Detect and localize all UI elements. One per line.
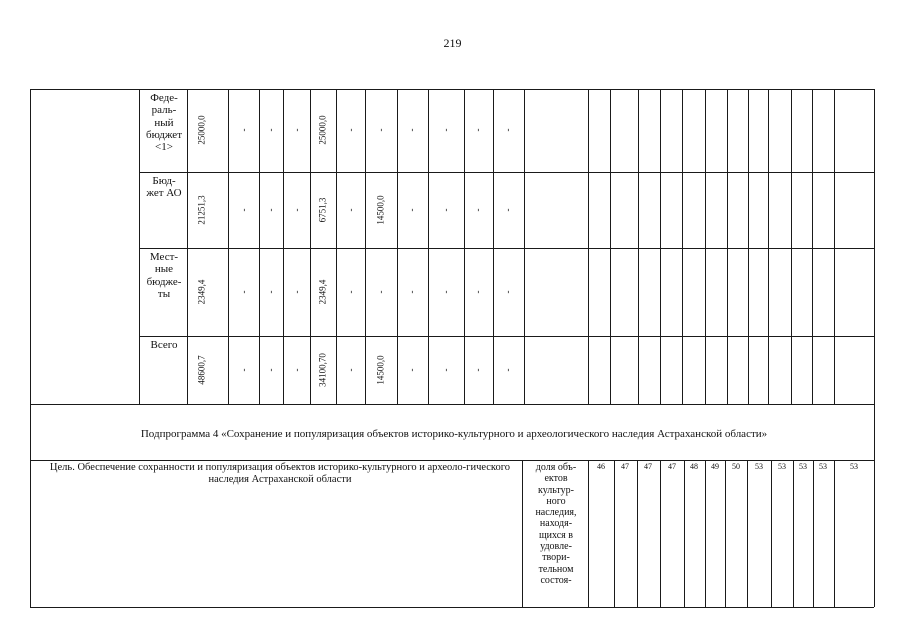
column-divider [187, 89, 188, 404]
funding-value-cell: - [502, 208, 513, 212]
row-divider [139, 172, 874, 173]
column-divider [493, 89, 494, 404]
column-divider [682, 89, 683, 404]
column-divider [310, 89, 311, 404]
funding-value-cell: - [238, 208, 249, 212]
indicator-value-cell: 48 [690, 462, 698, 471]
column-divider [637, 460, 638, 607]
column-divider [812, 89, 813, 404]
indicator-value-cell: 47 [621, 462, 629, 471]
row-divider [139, 336, 874, 337]
funding-value-cell: 2349,4 [317, 279, 328, 305]
column-divider [660, 89, 661, 404]
indicator-value-cell: 49 [711, 462, 719, 471]
funding-value-cell: - [472, 368, 483, 372]
column-divider [660, 460, 661, 607]
column-divider [771, 460, 772, 607]
funding-value-cell: 14500,0 [375, 195, 386, 225]
funding-value-cell: - [291, 208, 302, 212]
funding-value-cell: - [502, 290, 513, 294]
column-divider [725, 460, 726, 607]
column-divider [283, 89, 284, 404]
column-divider [428, 89, 429, 404]
funding-value-cell: - [345, 368, 356, 372]
funding-value-cell: - [406, 368, 417, 372]
funding-value-cell: - [440, 208, 451, 212]
funding-value-cell: - [291, 368, 302, 372]
funding-value-cell: 25000,0 [317, 115, 328, 145]
row-divider [139, 248, 874, 249]
column-divider [748, 89, 749, 404]
column-divider [793, 460, 794, 607]
funding-value-cell: 2349,4 [196, 279, 207, 305]
funding-value-cell: - [265, 368, 276, 372]
column-divider [614, 460, 615, 607]
column-divider [522, 460, 523, 607]
funding-value-cell: 48600,7 [196, 355, 207, 385]
goal-text: Цель. Обеспечение сохранности и популяризация объектов историко-культурного и археоло-гического наследия Астраханской области [49, 462, 511, 485]
funding-value-cell: 34100,70 [317, 353, 328, 387]
funding-value-cell: - [440, 128, 451, 132]
column-divider [588, 460, 589, 607]
column-divider [228, 89, 229, 404]
column-divider [705, 89, 706, 404]
funding-source-label: Всего [150, 339, 178, 351]
indicator-value-cell: 50 [732, 462, 740, 471]
indicator-value-cell: 46 [597, 462, 605, 471]
column-divider [705, 460, 706, 607]
funding-value-cell: 14500,0 [375, 355, 386, 385]
funding-value-cell: - [472, 128, 483, 132]
indicator-value-cell: 53 [755, 462, 763, 471]
funding-value-cell: - [265, 290, 276, 294]
indicator-value-cell: 53 [819, 462, 827, 471]
funding-value-cell: - [440, 290, 451, 294]
funding-value-cell: - [345, 128, 356, 132]
funding-value-cell: - [345, 290, 356, 294]
column-divider [524, 89, 525, 404]
funding-value-cell: 21251,3 [196, 195, 207, 225]
funding-value-cell: - [472, 290, 483, 294]
funding-value-cell: - [238, 290, 249, 294]
column-divider [747, 460, 748, 607]
column-divider [464, 89, 465, 404]
column-divider [791, 89, 792, 404]
funding-value-cell: - [502, 128, 513, 132]
funding-value-cell: 6751,3 [317, 197, 328, 223]
column-divider [768, 89, 769, 404]
indicator-value-cell: 53 [778, 462, 786, 471]
column-divider [638, 89, 639, 404]
column-divider [336, 89, 337, 404]
funding-value-cell: - [238, 128, 249, 132]
column-divider [365, 89, 366, 404]
funding-value-cell: - [472, 208, 483, 212]
page-number: 219 [443, 36, 462, 50]
funding-value-cell: - [291, 128, 302, 132]
column-divider [139, 89, 140, 404]
funding-value-cell: - [345, 208, 356, 212]
column-divider [834, 460, 835, 607]
funding-value-cell: - [440, 368, 451, 372]
column-divider [397, 89, 398, 404]
column-divider [727, 89, 728, 404]
row-divider [30, 404, 874, 405]
funding-source-label: Мест- ные бюдже- ты [146, 251, 182, 300]
funding-value-cell: - [375, 128, 386, 132]
table-border-bottom [30, 607, 874, 608]
column-divider [684, 460, 685, 607]
funding-value-cell: - [406, 290, 417, 294]
funding-value-cell: - [291, 290, 302, 294]
funding-value-cell: - [265, 128, 276, 132]
column-divider [610, 89, 611, 404]
funding-value-cell: - [406, 128, 417, 132]
indicator-value-cell: 53 [799, 462, 807, 471]
funding-value-cell: - [502, 368, 513, 372]
indicator-value-cell: 47 [668, 462, 676, 471]
indicator-value-cell: 53 [850, 462, 858, 471]
funding-value-cell: - [265, 208, 276, 212]
table-border-right [874, 89, 875, 607]
indicator-text: доля объ- ектов культур- ного наследия, находя- щихся в удовле- твори- тельном состоя- [535, 462, 577, 586]
funding-source-label: Бюд- жет АО [146, 175, 182, 200]
funding-value-cell: 25000,0 [196, 115, 207, 145]
indicator-value-cell: 47 [644, 462, 652, 471]
funding-value-cell: - [238, 368, 249, 372]
table-border-left [30, 89, 31, 607]
subprogram-title: Подпрограмма 4 «Сохранение и популяризация объектов историко-культурного и археологического наследия Астраханской области» [140, 428, 768, 440]
funding-value-cell: - [375, 290, 386, 294]
column-divider [834, 89, 835, 404]
funding-source-label: Феде- раль- ный бюджет <1> [146, 92, 182, 154]
column-divider [813, 460, 814, 607]
column-divider [588, 89, 589, 404]
column-divider [259, 89, 260, 404]
funding-value-cell: - [406, 208, 417, 212]
